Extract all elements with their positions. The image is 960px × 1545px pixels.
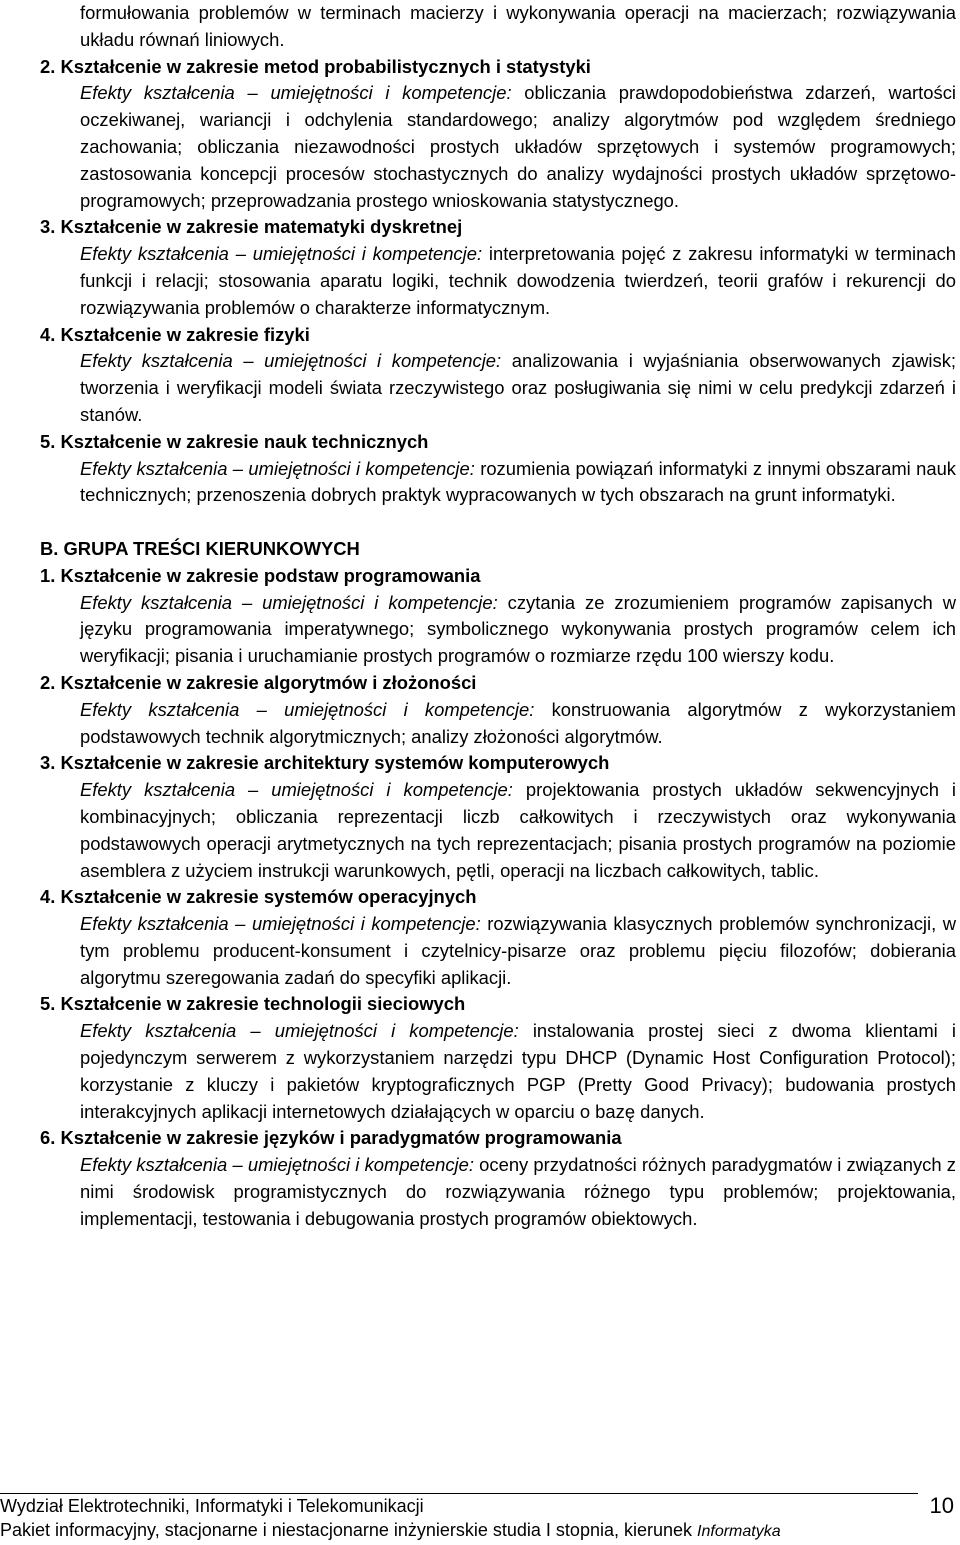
footer-program [0,1518,781,1544]
section-paragraph [80,80,956,214]
effects-text: oceny przydatności różnych paradygmatów i związanych z nimi środowisk programistycznych do rozwiązywania różnego typu problemów; projektowania, implementacji, testowania i debugowania prostych programów obiektowych. [80,1154,956,1229]
effects-text: projektowania prostych układów sekwencyjnych i kombinacyjnych; obliczania reprezentacji liczb całkowitych i rzeczywistych oraz wykonywania podstawowych operacji arytmetycznych na tych reprezentacjach; pisania prostych programów na poziomie asemblera z użyciem instrukcji warunkowych, pętli, operacji na liczbach całkowitych, tablic. [80,779,956,881]
effects-text: rozwiązywania klasycznych problemów synchronizacji, w tym problemu producent-konsument i czytelnicy-pisarze oraz problemu pięciu filozofów; dobierania algorytmu szeregowania zadań do specyfiki aplikacji. [80,913,956,988]
effects-text: obliczania prawdopodobieństwa zdarzeń, wartości oczekiwanej, wariancji i odchylenia standardowego; analizy algorytmów pod względem średniego zachowania; obliczania niezawodności prostych układów sprzętowych i systemów programowych; zastosowania koncepcji procesów stochastycznych do analizy wydajności prostych układów sprzętowo-programowych; przeprowadzania prostego wnioskowania statystycznego. [80,82,956,211]
effects-text: interpretowania pojęć z zakresu informatyki w terminach funkcji i relacji; stosowania aparatu logiki, technik dowodzenia twierdzeń, teorii grafów i rekurencji do rozwiązywania problemów o charakterze informatycznym. [80,243,956,318]
section-heading: 5. Kształcenie w zakresie nauk technicznych [40,430,429,452]
section-heading: 2. Kształcenie w zakresie algorytmów i złożoności [40,671,477,693]
section-a-4 [40,322,957,429]
footer-program-field: Informatyka [697,1523,781,1540]
effects-label: Efekty kształcenia – umiejętności i kompetencje: [80,913,481,935]
section-paragraph [80,911,956,991]
section-heading: 1. Kształcenie w zakresie podstaw programowania [40,564,481,586]
section-heading: 4. Kształcenie w zakresie fizyki [40,323,310,345]
section-paragraph [80,590,956,670]
page-number: 10 [929,1493,954,1518]
section-b-1 [40,563,956,670]
effects-label: Efekty kształcenia – umiejętności i kompetencje: [80,243,483,265]
document-body [40,0,957,1233]
section-paragraph [80,348,956,428]
footer-program-text: Pakiet informacyjny, stacjonarne i niestacjonarne inżynierskie studia I stopnia, kierunek [0,1520,698,1540]
effects-label: Efekty kształcenia – umiejętności i kompetencje: [80,1154,474,1176]
section-heading: 3. Kształcenie w zakresie matematyki dyskretnej [40,216,463,238]
effects-text: instalowania prostej sieci z dwoma klientami i pojedynczym serwerem z wykorzystaniem narzędzi typu DHCP (Dynamic Host Configuration Protocol); korzystanie z kluczy i pakietów kryptograficznych PGP (Pretty Good Privacy); budowania prostych interakcyjnych aplikacji internetowych działających w oparciu o bazę danych. [80,1020,956,1122]
section-b-2 [40,670,956,750]
effects-label: Efekty kształcenia – umiejętności i kompetencje: [80,350,502,372]
section-heading: 5. Kształcenie w zakresie technologii sieciowych [40,993,466,1015]
section-a-3 [40,214,956,321]
section-b-5 [40,991,956,1125]
section-a-5 [40,429,956,509]
effects-text: konstruowania algorytmów z wykorzystaniem podstawowych technik algorytmicznych; analizy złożoności algorytmów. [80,698,956,747]
section-paragraph [80,777,956,884]
section-paragraph [80,1152,956,1232]
section-heading: 4. Kształcenie w zakresie systemów operacyjnych [40,886,477,908]
section-paragraph [80,241,956,321]
section-heading: 2. Kształcenie w zakresie metod probabilistycznych i statystyki [40,55,591,77]
section-b-3 [40,750,956,884]
section-paragraph [80,1018,956,1125]
section-b-6 [40,1125,956,1232]
section-paragraph [80,697,956,751]
effects-text: rozumienia powiązań informatyki z innymi obszarami nauk technicznych; przenoszenia dobrych praktyk wypracowanych w tych obszarach na grunt informatyki. [80,457,956,506]
intro-paragraph: formułowania problemów w terminach macierzy i wykonywania operacji na macierzach; rozwiązywania układu równań liniowych. [80,2,956,50]
section-heading: 3. Kształcenie w zakresie architektury systemów komputerowych [40,752,610,774]
effects-label: Efekty kształcenia – umiejętności i kompetencje: [80,698,535,720]
section-b-4 [40,884,956,991]
page-footer [0,1493,960,1545]
section-a-2 [40,54,956,215]
effects-label: Efekty kształcenia – umiejętności i kompetencje: [80,82,512,104]
effects-label: Efekty kształcenia – umiejętności i kompetencje: [80,591,498,613]
footer-faculty: Wydział Elektrotechniki, Informatyki i Telekomunikacji [0,1496,424,1516]
effects-text: analizowania i wyjaśniania obserwowanych zjawisk; tworzenia i weryfikacji modeli świata rzeczywistego oraz posługiwania się nimi w celu predykcji zdarzeń i stanów. [80,350,957,425]
effects-label: Efekty kształcenia – umiejętności i kompetencje: [80,457,475,479]
effects-label: Efekty kształcenia – umiejętności i kompetencje: [80,1020,519,1042]
section-paragraph [80,456,956,510]
section-heading: 6. Kształcenie w zakresie języków i paradygmatów programowania [40,1127,622,1149]
effects-text: czytania ze zrozumieniem programów zapisanych w języku programowania imperatywnego; symbolicznego wykonywania prostych programów celem ich weryfikacji; pisania i uruchamianie prostych programów o rozmiarze rzędu 100 wierszy kodu. [80,591,956,667]
effects-label: Efekty kształcenia – umiejętności i kompetencje: [80,779,513,801]
group-b-title: B. GRUPA TREŚCI KIERUNKOWYCH [40,537,360,559]
